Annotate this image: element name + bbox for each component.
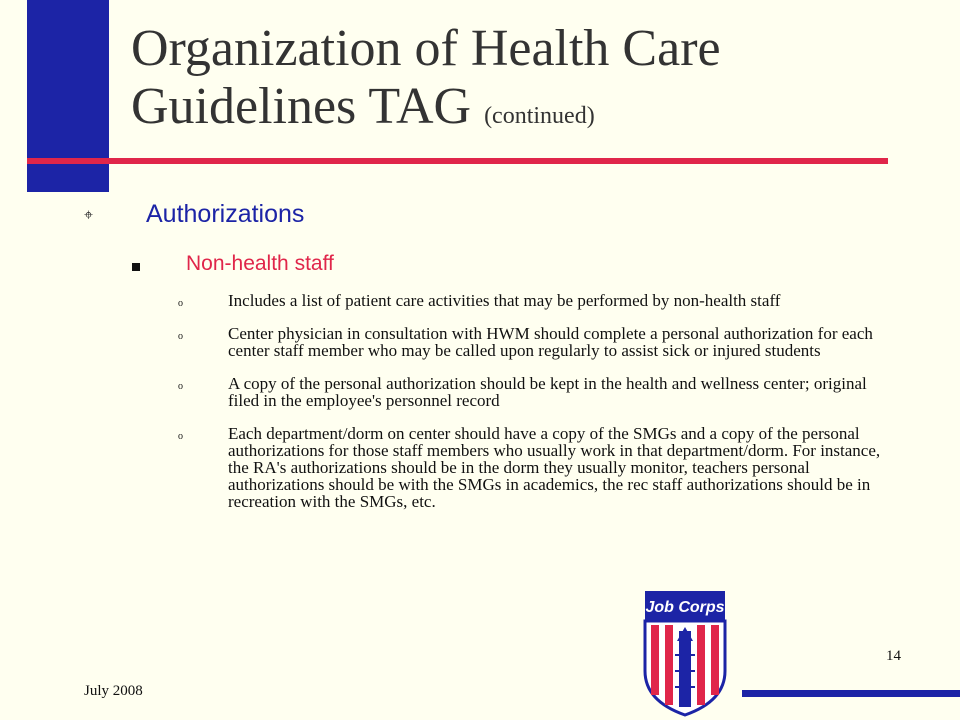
slide-title-suffix: (continued) <box>484 103 595 129</box>
heading-authorizations: Authorizations <box>146 200 305 228</box>
circle-bullet-icon: o <box>178 298 183 309</box>
title-underline-rule <box>27 158 888 164</box>
circle-bullet-icon: o <box>178 381 183 392</box>
list-item <box>178 292 890 309</box>
square-bullet-icon <box>132 263 140 271</box>
square-hash-bullet-icon: ⌖ <box>84 207 94 224</box>
logo-text: Job Corps <box>645 599 725 616</box>
slide-title <box>131 20 931 145</box>
list-item-text: Center physician in consultation with HWM should complete a personal authorization for each center staff member who may be called upon regularly to assist sick or injured students <box>228 324 873 360</box>
list-item-text: A copy of the personal authorization should be kept in the health and wellness center; original filed in the employee's personnel record <box>228 374 867 410</box>
page-number: 14 <box>886 648 901 664</box>
authorization-items-list <box>178 292 890 526</box>
circle-bullet-icon: o <box>178 331 183 342</box>
list-item-text: Includes a list of patient care activities that may be performed by non-health staff <box>228 291 781 310</box>
circle-bullet-icon: o <box>178 431 183 442</box>
slide-title-main: Organization of Health Care Guidelines TAG <box>131 20 721 135</box>
list-item-text: Each department/dorm on center should have a copy of the SMGs and a copy of the personal authorizations for those staff members who usually work in that department/dorm. For instance, the RA's authorizations should be in the dorm they usually monitor, teachers personal authorizations should be with the SMGs in academics, the rec staff authorizations should be in recreation with the SMGs, etc. <box>228 424 881 511</box>
subheading-non-health-staff: Non-health staff <box>186 252 334 275</box>
list-item <box>178 375 890 409</box>
footer-date: July 2008 <box>84 683 143 699</box>
footer-accent-bar <box>742 690 960 697</box>
job-corps-logo <box>629 591 741 717</box>
list-item <box>178 425 890 510</box>
list-item <box>178 325 890 359</box>
